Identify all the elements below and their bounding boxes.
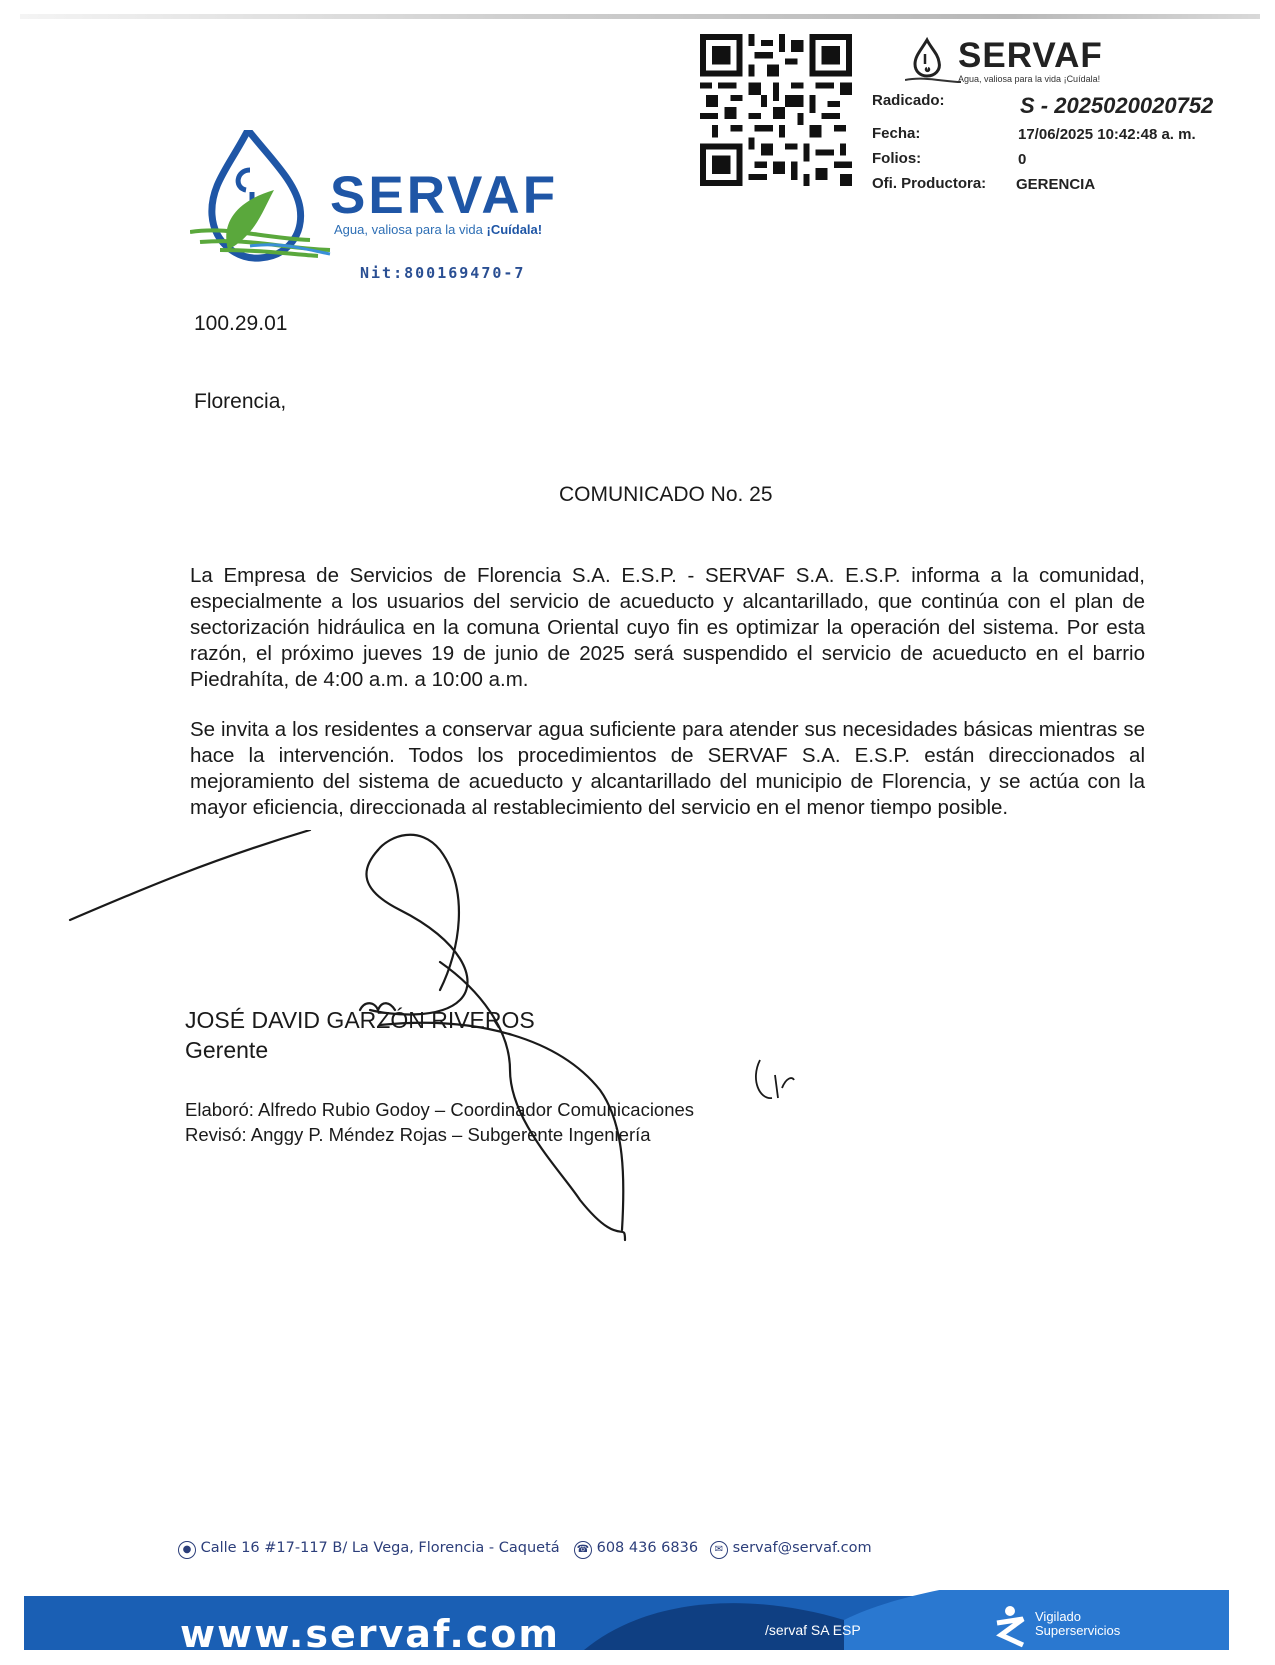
qr-code — [696, 34, 856, 186]
nit-number: Nit:800169470-7 — [360, 264, 526, 282]
social-handle[interactable]: /servaf SA ESP — [765, 1622, 861, 1638]
phone-icon: ☎ — [574, 1541, 592, 1559]
communique-title: COMUNICADO No. 25 — [559, 483, 773, 506]
paragraph-2: Se invita a los residentes a conservar agua suficiente para atender sus necesidades básicas mientras se hace la intervención. Todos los procedimientos de SERVAF S.A. E.S.P. están direccionados al mejoramiento del sistema de acueducto y alcantarillado del municipio de Florencia, y se actúa con la mayor eficiencia, direccionada al restablecimiento del servicio en el menor tiempo posible. — [190, 718, 1145, 819]
vigilado-badge: Vigilado Superservicios — [1035, 1609, 1121, 1638]
reference-code: 100.29.01 — [194, 312, 288, 335]
city-line: Florencia, — [194, 390, 287, 413]
reviewed-by: Revisó: Anggy P. Méndez Rojas – Subgerente Ingeniería — [185, 1124, 651, 1145]
folios-value: 0 — [1018, 151, 1027, 168]
wave-lines — [190, 230, 330, 256]
handwritten-signature — [60, 830, 820, 1250]
paragraph-1: La Empresa de Servicios de Florencia S.A. E.S.P. - SERVAF S.A. E.S.P. informa a la comunidad, especialmente a los usuarios del servicio de acueducto y alcantarillado, que continúa con el plan de sectorización hidráulica en la comuna Oriental cuyo fin es optimizar la operación del sistema. Por esta razón, el próximo jueves 19 de junio de 2025 será suspendido el servicio de acueducto en el barrio Piedrahíta, de 4:00 a.m. a 10:00 a.m. — [190, 564, 1145, 691]
signer-name: JOSÉ DAVID GARZÓN RIVEROS — [185, 1007, 535, 1033]
oficina-label: Ofi. Productora: — [872, 175, 987, 192]
small-brand-name: SERVAF — [958, 36, 1103, 75]
email-line[interactable]: ✉ servaf@servaf.com — [710, 1540, 872, 1559]
fecha-label: Fecha: — [872, 125, 921, 142]
signer-role: Gerente — [185, 1037, 269, 1063]
address-line: ● Calle 16 #17-117 B/ La Vega, Florencia - Caquetá — [178, 1540, 560, 1559]
radicado-label: Radicado: — [872, 92, 945, 109]
elaborated-by: Elaboró: Alfredo Rubio Godoy – Coordinador Comunicaciones — [185, 1099, 695, 1120]
brand-name: SERVAF — [330, 166, 559, 225]
location-pin-icon: ● — [178, 1541, 196, 1559]
website-url[interactable]: www.servaf.com — [180, 1612, 560, 1656]
brand-tagline: Agua, valiosa para la vida ¡Cuídala! — [334, 222, 543, 237]
small-brand-tagline: Agua, valiosa para la vida ¡Cuídala! — [958, 74, 1101, 84]
scan-edge — [20, 14, 1260, 19]
oficina-value: GERENCIA — [1016, 176, 1096, 193]
email-icon: ✉ — [710, 1541, 728, 1559]
radicado-number: S - 2025020020752 — [1020, 93, 1214, 118]
folios-label: Folios: — [872, 150, 922, 167]
phone-line: ☎ 608 436 6836 — [574, 1540, 698, 1559]
fecha-value: 17/06/2025 10:42:48 a. m. — [1018, 126, 1196, 143]
superservicios-icon — [995, 1605, 1025, 1649]
